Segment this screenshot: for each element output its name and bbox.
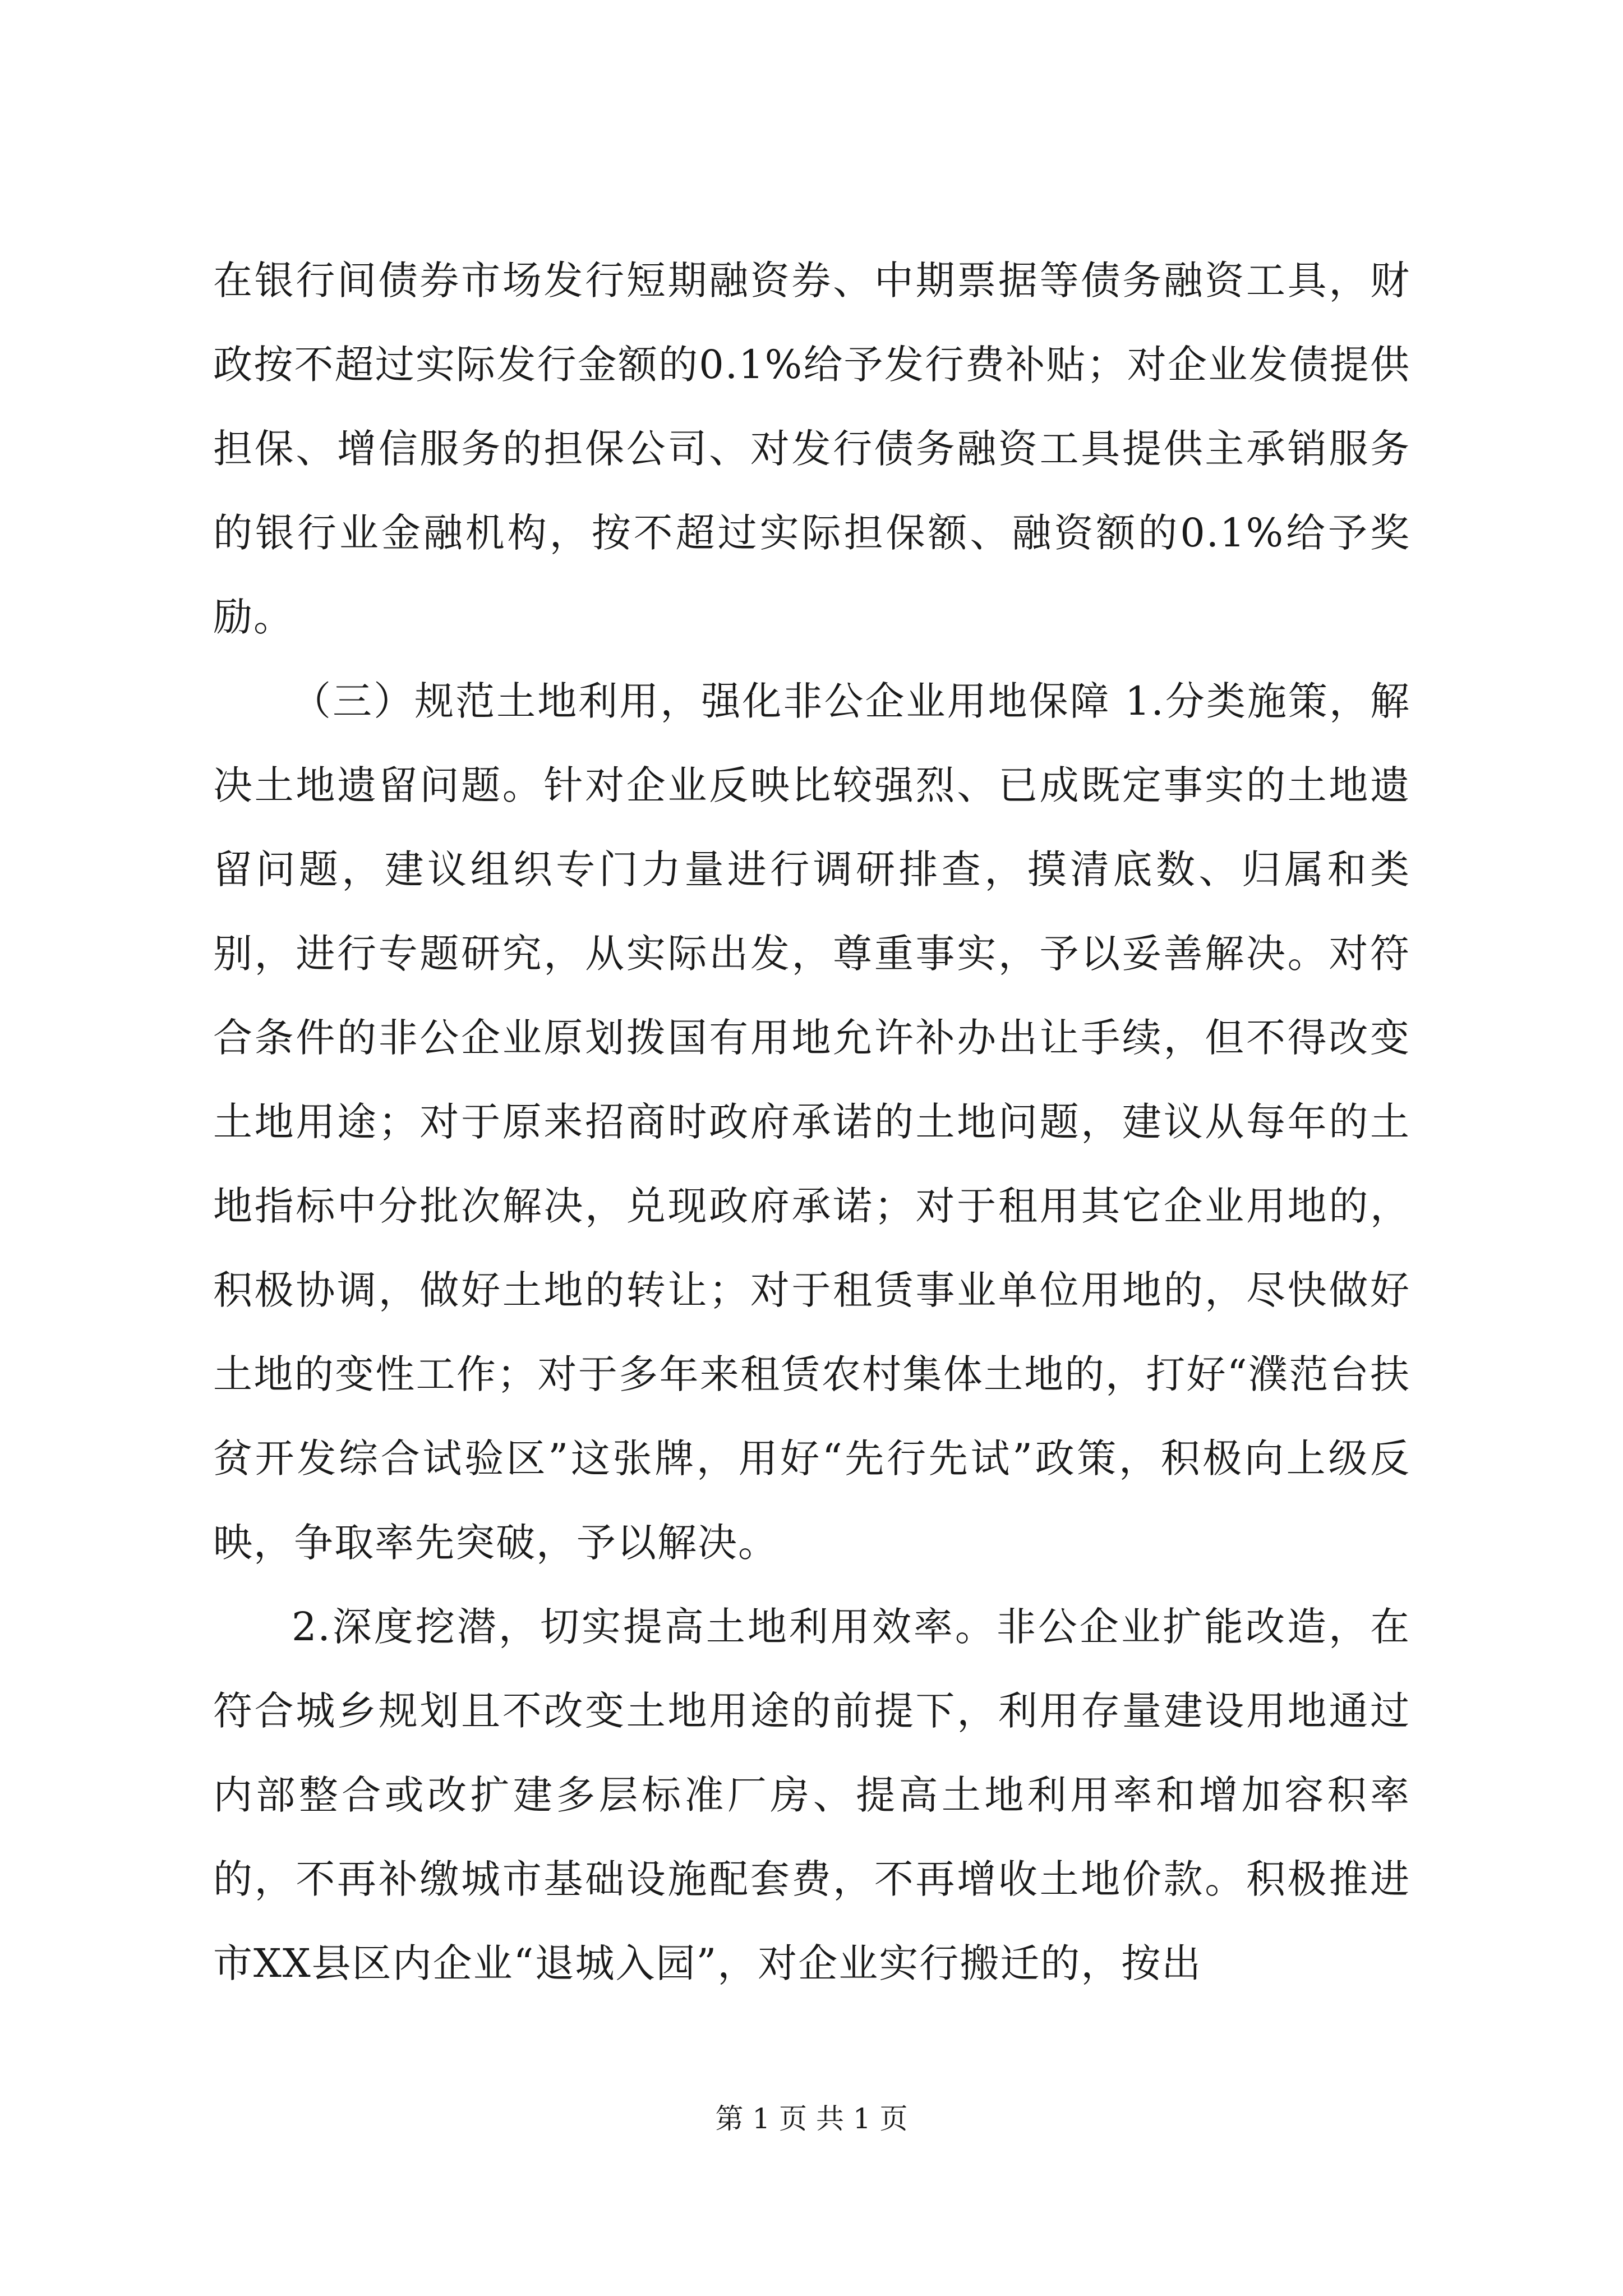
paragraph-financing-subsidy: 在银行间债券市场发行短期融资券、中期票据等债务融资工具，财政按不超过实际发行金额的0.1%给予发行费补贴；对企业发债提供担保、增信服务的担保公司、对发行债务融资工具提供主承销服务的银行业金融机构，按不超过实际担保额、融资额的0.1%给予奖励。 [213,257,1410,640]
document-body [213,238,1410,2005]
paragraph-land-efficiency: 2.深度挖潜，切实提高土地利用效率。非公企业扩能改造，在符合城乡规划且不改变土地用途的前提下，利用存量建设用地通过内部整合或改扩建多层标准厂房、提高土地利用率和增加容积率的，不再补缴城市基础设施配套费，不再增收土地价款。积极推进市XX县区内企业“退城入园”，对企业实行搬迁的，按出 [213,1604,1410,1986]
paragraph-land-use: （三）规范土地利用，强化非公企业用地保障 1.分类施策，解决土地遗留问题。针对企业反映比较强烈、已成既定事实的土地遗留问题，建议组织专门力量进行调研排查，摸清底数、归属和类别，进行专题研究，从实际出发，尊重事实，予以妥善解决。对符合条件的非公企业原划拨国有用地允许补办出让手续，但不得改变土地用途；对于原来招商时政府承诺的土地问题，建议从每年的土地指标中分批次解决，兑现政府承诺；对于租用其它企业用地的，积极协调，做好土地的转让；对于租赁事业单位用地的，尽快做好土地的变性工作；对于多年来租赁农村集体土地的，打好“濮范台扶贫开发综合试验区”这张牌，用好“先行先试”政策，积极向上级反映，争取率先突破，予以解决。 [213,678,1410,1566]
page-footer: 第 1 页 共 1 页 [715,2102,908,2135]
